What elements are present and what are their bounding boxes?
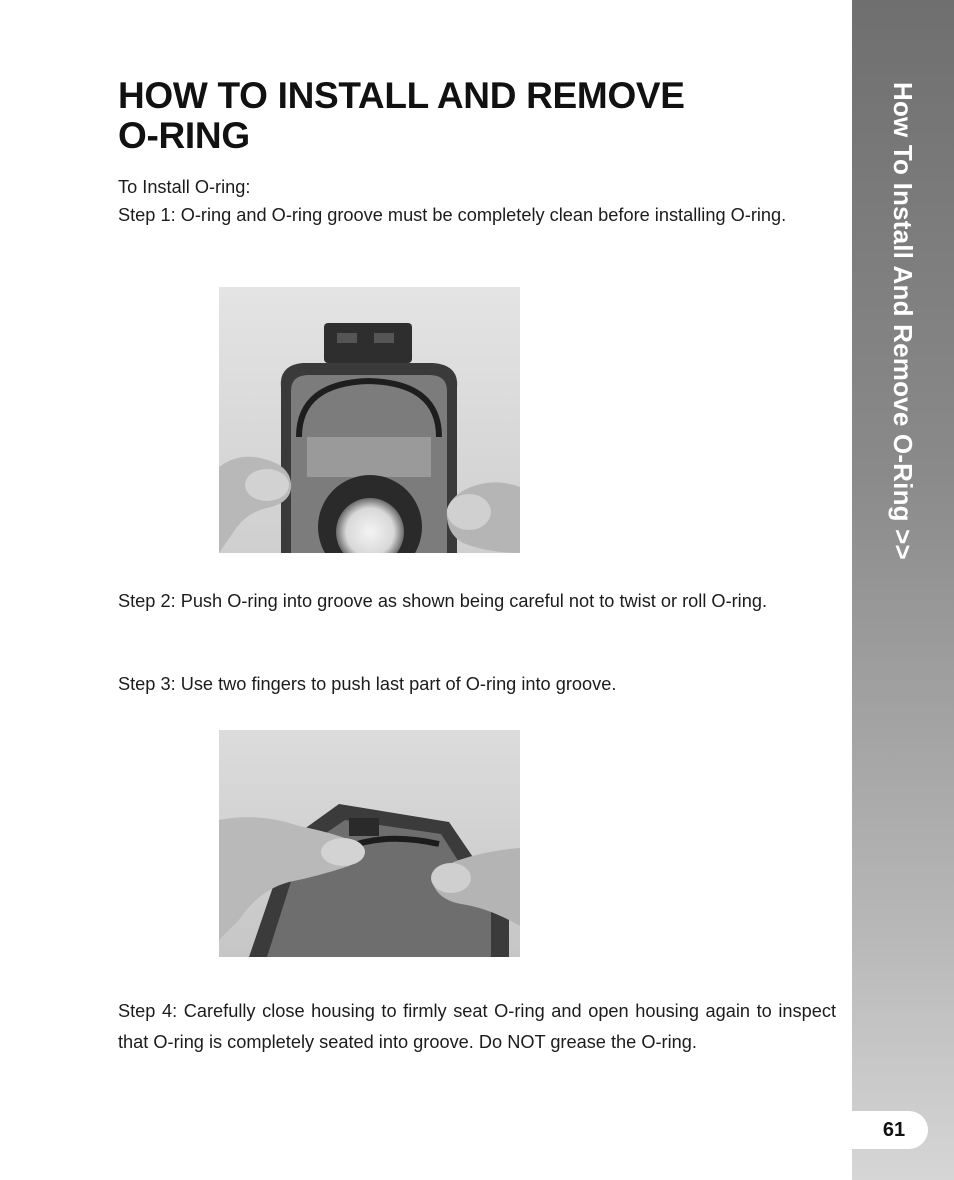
page-title — [118, 76, 818, 156]
photo-push-oring — [219, 730, 520, 957]
page-title-line-2: O-RING — [118, 115, 250, 156]
photo-install-oring — [219, 287, 520, 553]
step-2-text: Step 2: Push O-ring into groove as shown being careful not to twist or roll O-ring. — [118, 591, 768, 611]
intro-section — [118, 174, 836, 229]
step-1-text: Step 1: O-ring and O-ring groove must be completely clean before installing O-ring. — [118, 204, 787, 225]
install-heading: To Install O-ring: — [118, 177, 251, 197]
sidebar-chapter-title: How To Install And Remove O-Ring >> — [888, 82, 918, 560]
page-title-line-1: HOW TO INSTALL AND REMOVE — [118, 75, 685, 116]
step-4-text: Step 4: Carefully close housing to firmly seat O-ring and open housing again to inspect that O-ring is completely seated into groove. Do NOT grease the O-ring. — [118, 1001, 836, 1052]
page-number: 61 — [852, 1111, 928, 1149]
step-3-text: Step 3: Use two fingers to push last part of O-ring into groove. — [118, 674, 617, 694]
